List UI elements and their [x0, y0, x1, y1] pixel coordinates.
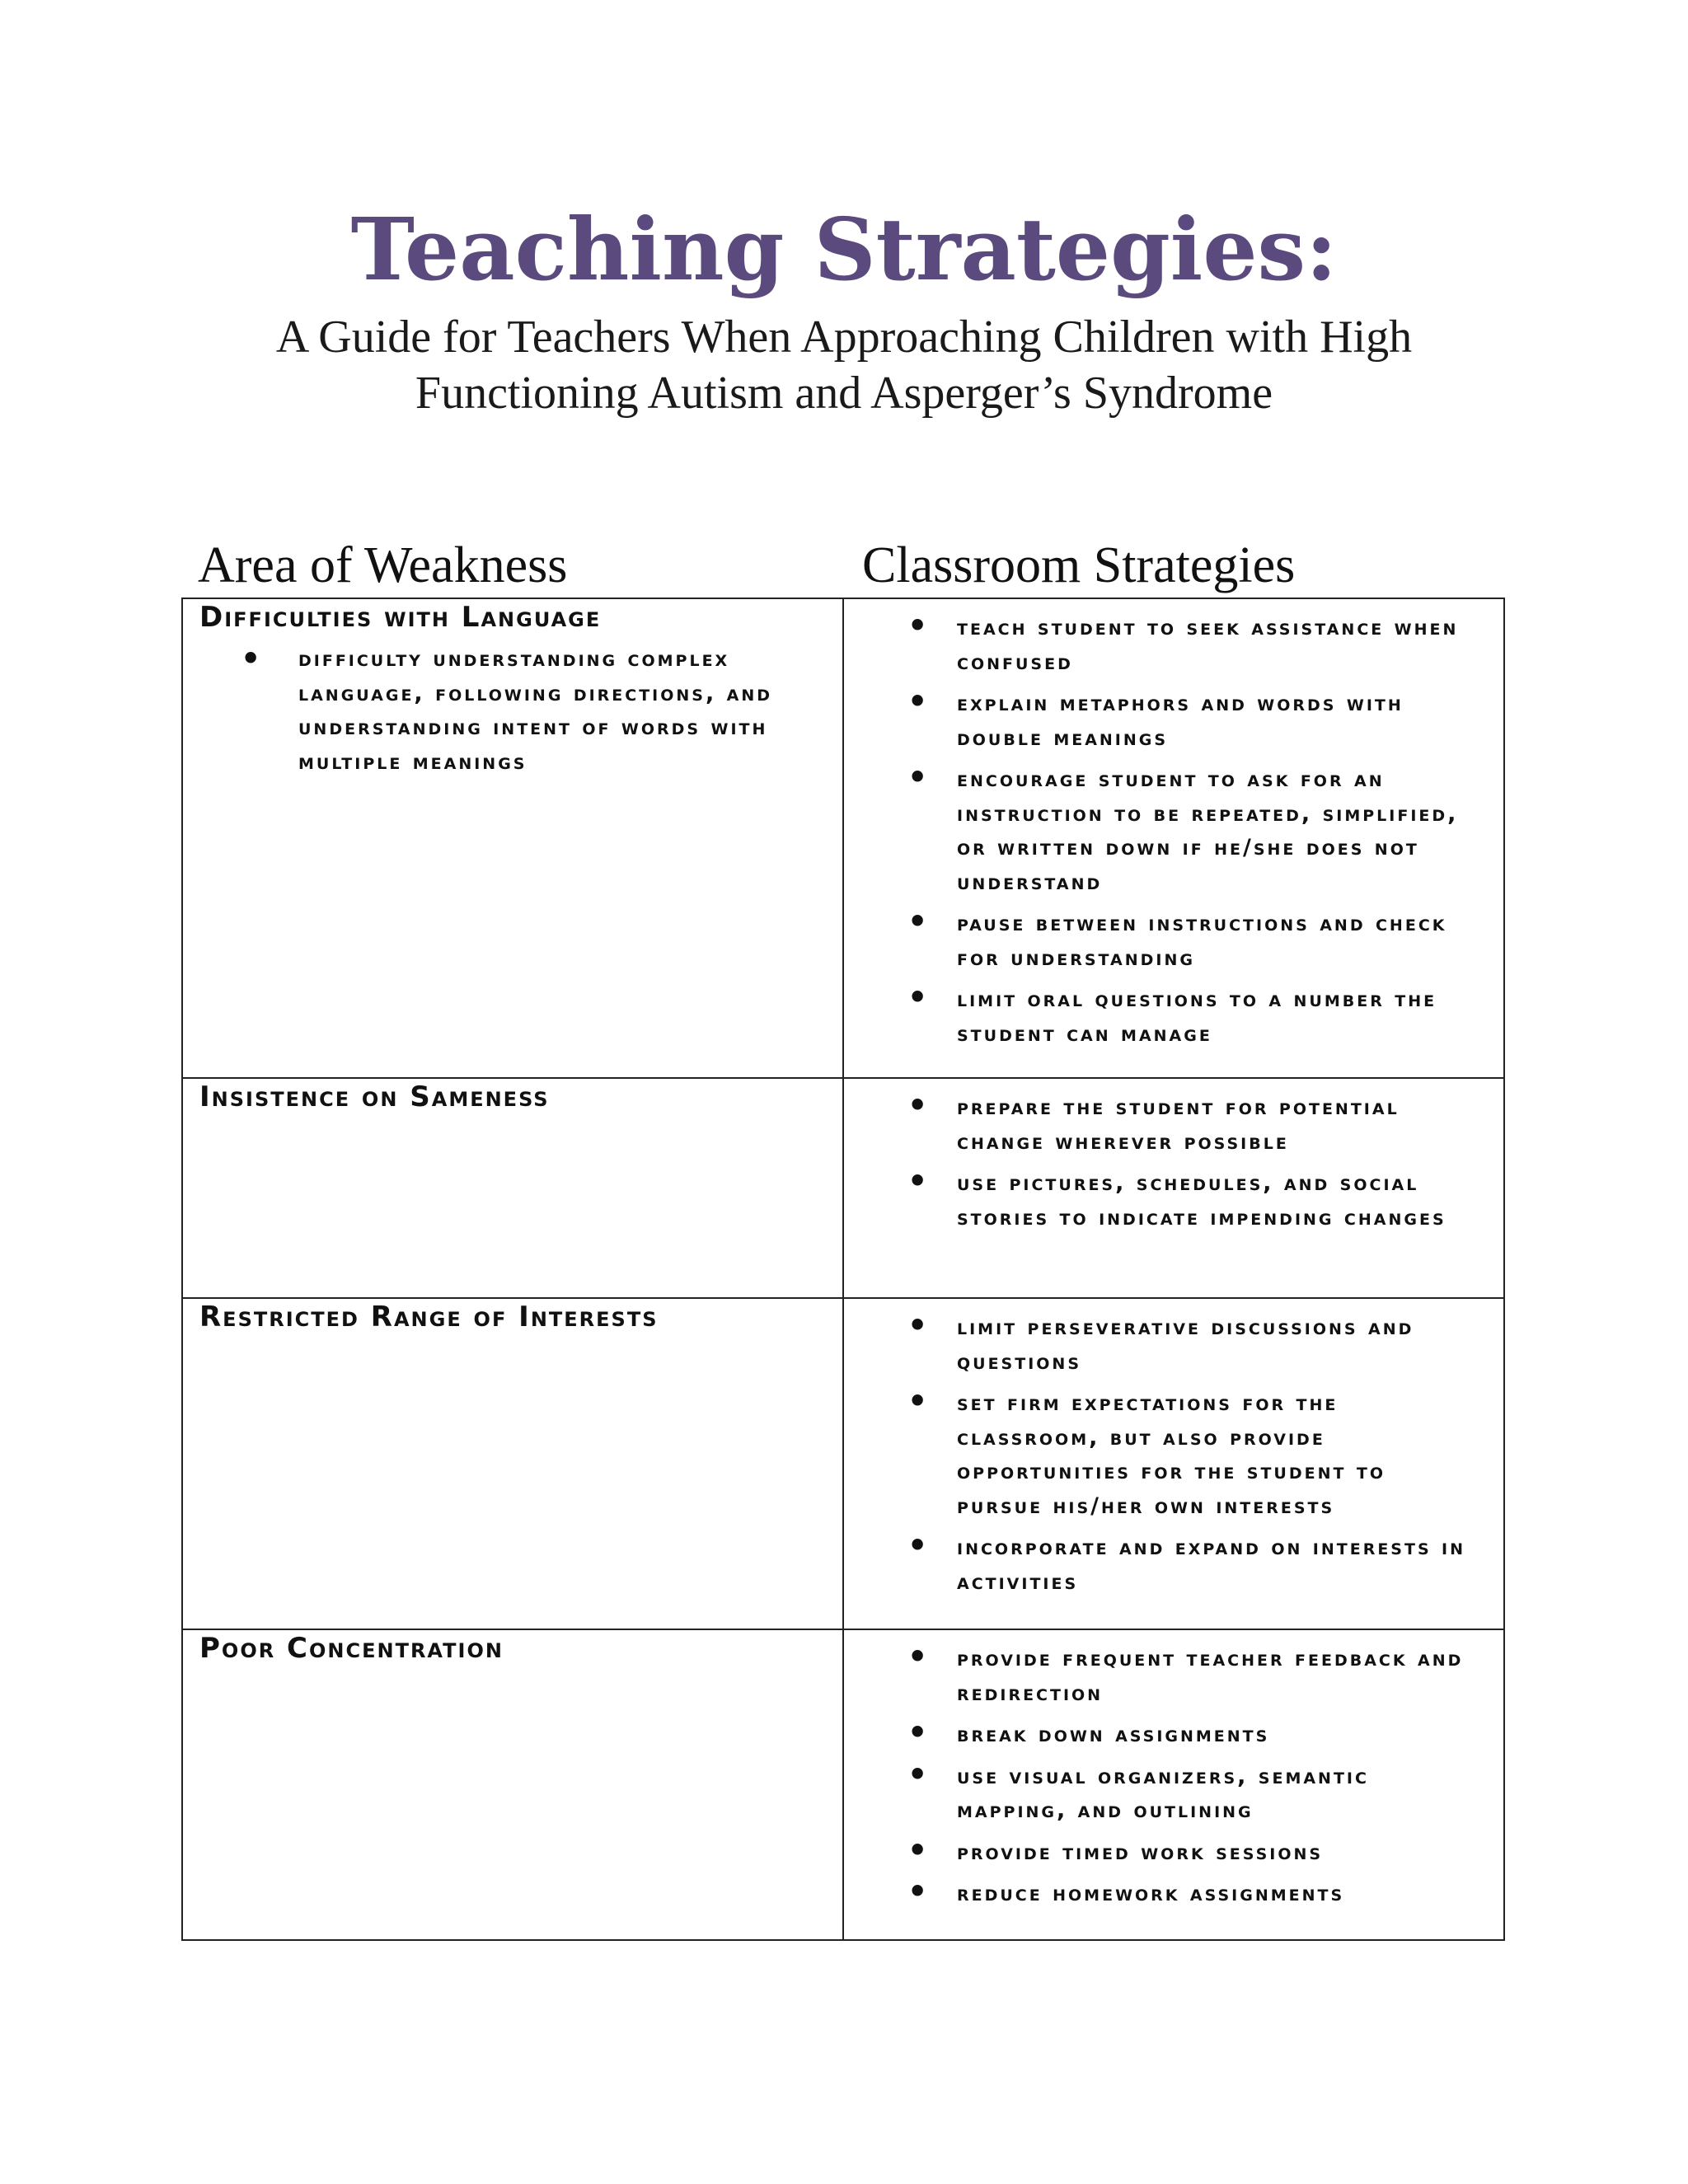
table-row — [182, 598, 1504, 1078]
list-item: • provide timed work sessions — [957, 1835, 1479, 1870]
strategies-cell — [843, 598, 1504, 1078]
list-item: • pause between instructions and check for understanding — [957, 907, 1479, 975]
table-row — [182, 1629, 1504, 1940]
table-row — [182, 1078, 1504, 1298]
list-item: • teach student to seek assistance when confused — [957, 611, 1479, 679]
list-item: • use pictures, schedules, and social stories to indicate impending changes — [957, 1166, 1479, 1235]
page-title: Teaching Strategies: — [350, 199, 1338, 300]
list-item: • reduce homework assignments — [957, 1877, 1479, 1911]
list-item: • break down assignments — [957, 1718, 1479, 1752]
list-item: • explain metaphors and words with double meanings — [957, 687, 1479, 755]
list-item: • use visual organizers, semantic mapping, and outlining — [957, 1760, 1479, 1828]
weakness-details — [183, 642, 842, 779]
list-item: • incorporate and expand on interests in activities — [957, 1530, 1479, 1599]
strategy-list — [844, 599, 1503, 1051]
strategy-list — [844, 1079, 1503, 1235]
strategies-cell — [843, 1298, 1504, 1629]
weakness-title: Difficulties with Language — [199, 601, 602, 634]
weakness-cell — [182, 598, 843, 1078]
list-item: • difficulty understanding complex language, following directions, and understanding intent of words with multiple meanings — [298, 642, 842, 779]
weakness-cell — [182, 1298, 843, 1629]
column-header-strategies: Classroom Strategies — [862, 537, 1296, 593]
strategy-list — [844, 1299, 1503, 1599]
weakness-title: Restricted Range of Interests — [199, 1301, 659, 1333]
weakness-cell — [182, 1629, 843, 1940]
strategies-cell — [843, 1078, 1504, 1298]
weakness-title: Poor Concentration — [199, 1632, 504, 1665]
weakness-title: Insistence on Sameness — [199, 1080, 550, 1113]
list-item: • prepare the student for potential change wherever possible — [957, 1090, 1479, 1159]
strategies-table — [181, 598, 1505, 1941]
list-item: • provide frequent teacher feedback and redirection — [957, 1642, 1479, 1710]
list-item: • set firm expectations for the classroom, but also provide opportunities for the student to pursue his/her own interests — [957, 1386, 1479, 1523]
list-item: • limit oral questions to a number the student can manage — [957, 982, 1479, 1051]
table-row — [182, 1298, 1504, 1629]
weakness-cell — [182, 1078, 843, 1298]
strategies-cell — [843, 1629, 1504, 1940]
column-header-weakness: Area of Weakness — [198, 537, 568, 593]
list-item: • limit perseverative discussions and questions — [957, 1310, 1479, 1379]
list-item: • encourage student to ask for an instruction to be repeated, simplified, or written down if he/she does not understand — [957, 762, 1479, 899]
page-subtitle: A Guide for Teachers When Approaching Children with High Functioning Autism and Asperger’s Syndrome — [275, 312, 1413, 419]
strategy-list — [844, 1630, 1503, 1911]
